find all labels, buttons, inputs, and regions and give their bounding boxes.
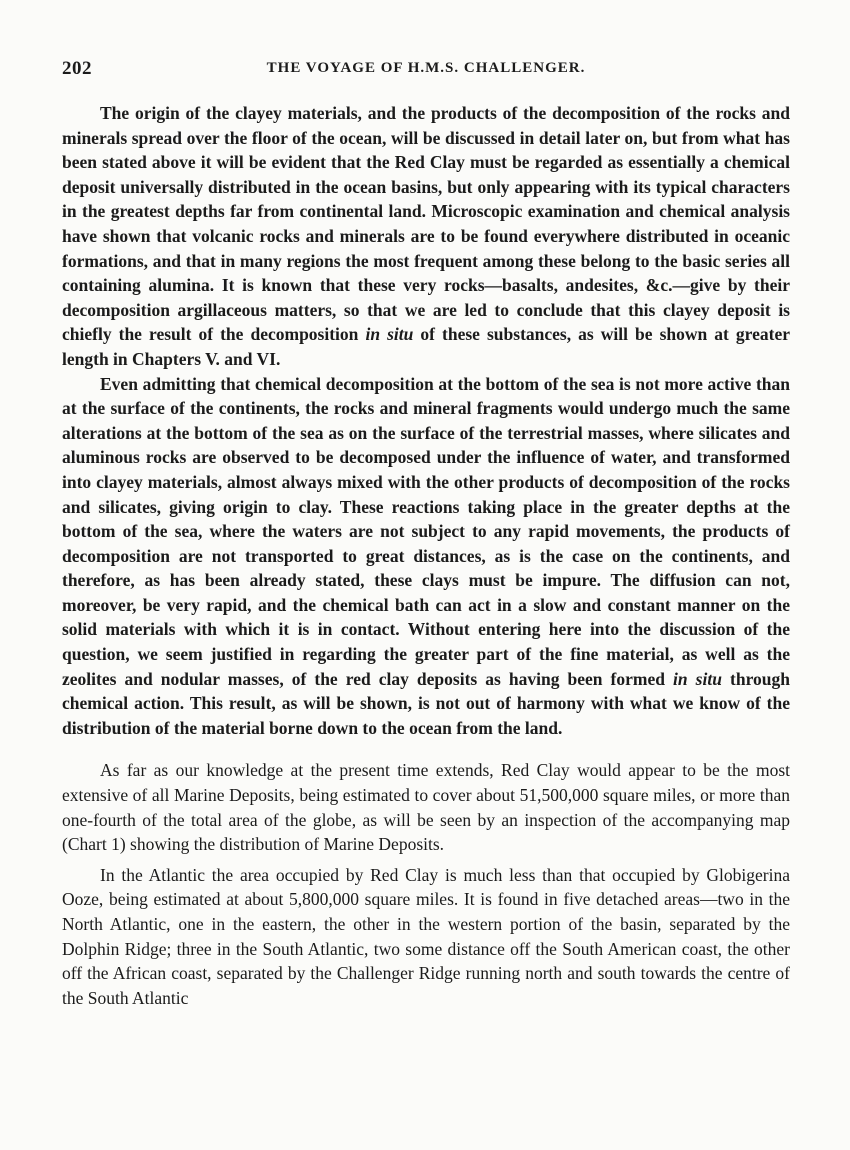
paragraph-text: Even admitting that chemical decomposition at the bottom of the sea is not more active than at the surface of the continents, the rocks and mineral fragments would undergo much the same alterations at the bottom of the sea as on the surface of the terrestrial masses, where silicates and aluminous rocks are observed to be decomposed under the influence of water, and transformed into clayey materials, almost always mixed with the other products of decomposition of the rocks and silicates, giving origin to clay. These reactions taking place in the greater depths at the bottom of the sea, where the waters are not subject to any rapid movements, the products of decomposition are not transported to great distances, as is the case on the continents, and therefore, as has been already stated, these clays must be impure. The diffusion can not, moreover, be very rapid, and the chemical bath can act in a slow and constant manner on the solid materials with which it is in contact. Without entering here into the discussion of the question, we seem justified in regarding the greater part of the fine material, as well as the zeolites and nodular masses, of the red clay deposits as having been formed	[62, 373, 790, 689]
body-text	[62, 101, 790, 1010]
paragraph-chemical-decomposition	[62, 372, 790, 741]
italic-term: in situ	[365, 324, 414, 345]
running-title: THE VOYAGE OF H.M.S. CHALLENGER.	[266, 60, 586, 76]
section-gap	[62, 740, 790, 758]
paragraph-red-clay-origin	[62, 101, 790, 372]
paragraph-atlantic-areas: In the Atlantic the area occupied by Red Clay is much less than that occupied by Globigerina Ooze, being estimated at about 5,800,000 square miles. It is found in five detached areas—two in the North Atlantic, one in the eastern, the other in the western portion of the basin, separated by the Dolphin Ridge; three in the South Atlantic, two some distance off the South American coast, the other off the African coast, separated by the Challenger Ridge running north and south towards the centre of the South Atlantic	[62, 864, 790, 1008]
paragraph-text: through chemical action. This result, as will be shown, is not out of harmony with what we know of the distribution of the material borne down to the ocean from the land.	[62, 668, 790, 738]
page-header	[62, 58, 790, 86]
paragraph-text: The origin of the clayey materials, and the products of the decomposition of the rocks and minerals spread over the floor of the ocean, will be discussed in detail later on, but from what has been stated above it will be evident that the Red Clay must be regarded as essentially a chemical deposit universally distributed in the ocean basins, but only appearing with its typical characters in the greatest depths far from continental land. Microscopic examination and chemical analysis have shown that volcanic rocks and minerals are to be found everywhere distributed in oceanic formations, and that in many regions the most frequent among these belong to the basic series all containing alumina. It is known that these very rocks—basalts, andesites, &c.—give by their decomposition argillaceous matters, so that we are led to conclude that this clayey deposit is chiefly the result of the decomposition	[62, 103, 790, 345]
page-number: 202	[62, 58, 92, 79]
paragraph-text: of these substances, as will be shown at greater length in Chapters V. and VI.	[62, 324, 790, 369]
paragraph-extent-of-red-clay: As far as our knowledge at the present time extends, Red Clay would appear to be the most extensive of all Marine Deposits, being estimated to cover about 51,500,000 square miles, or more than one-fourth of the total area of the globe, as will be seen by an inspection of the accompanying map (Chart 1) showing the distribution of Marine Deposits.	[62, 760, 790, 855]
italic-term: in situ	[673, 668, 722, 689]
